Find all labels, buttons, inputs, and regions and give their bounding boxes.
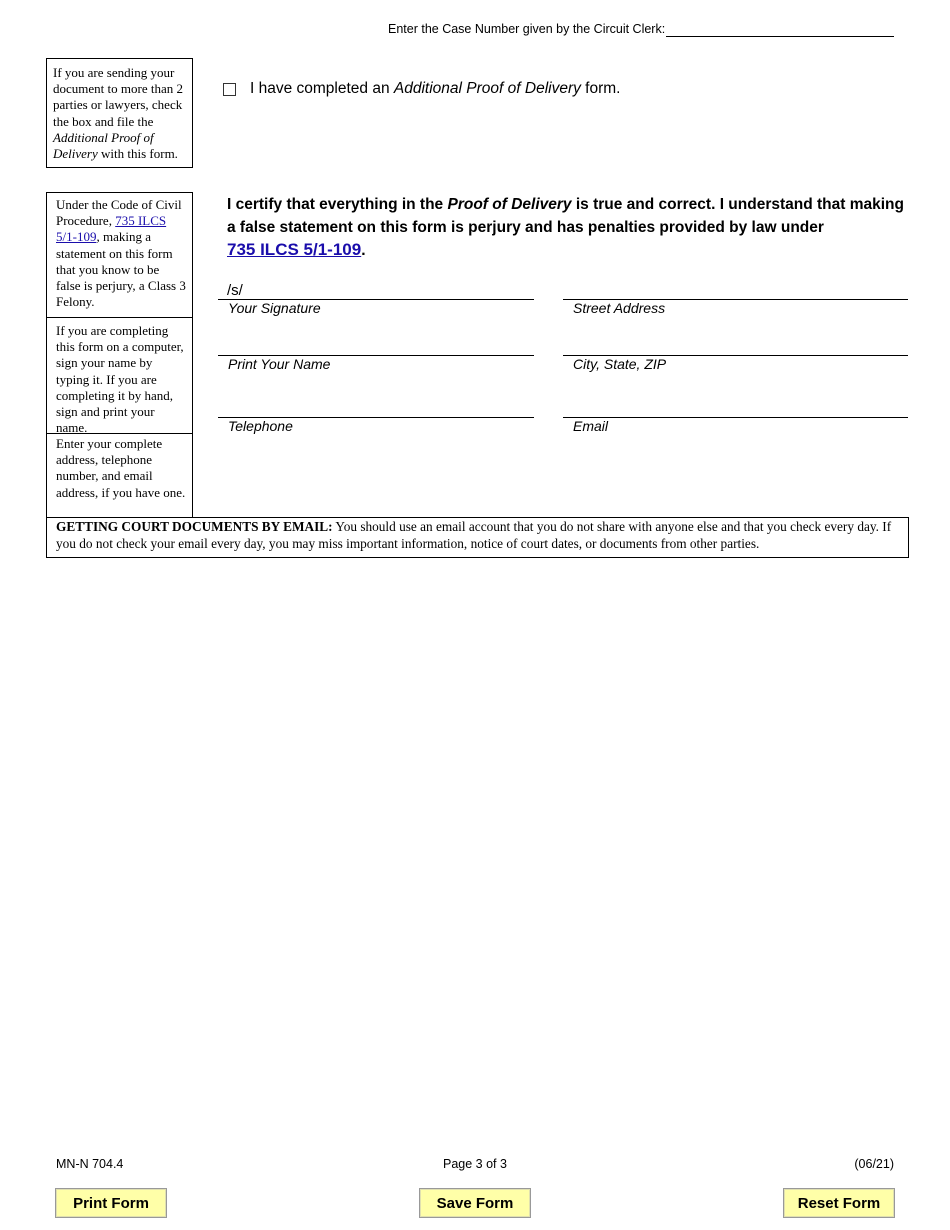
note-signing: If you are completing this form on a computer, sign your name by typing it. If you are completing it by hand, sign and print your name.	[47, 317, 192, 435]
certification-statement	[227, 194, 907, 263]
signature-input[interactable]: /s/	[227, 282, 243, 299]
page-number: Page 3 of 3	[443, 1157, 507, 1171]
email-notice	[46, 517, 909, 558]
note-perjury-text-1: Under the Code of Civil Procedure,	[56, 197, 182, 229]
certification-link[interactable]: 735 ILCS 5/1-109	[227, 240, 362, 259]
reset-form-button[interactable]: Reset Form	[783, 1188, 895, 1218]
certification-end: .	[361, 242, 366, 259]
save-form-button[interactable]: Save Form	[419, 1188, 531, 1218]
checkbox-label-text-1: I have completed an	[250, 80, 394, 97]
note-additional-italic: Additional Proof of Delivery	[53, 129, 154, 162]
form-id: MN-N 704.4	[56, 1157, 124, 1171]
telephone-label: Telephone	[228, 418, 293, 434]
email-input[interactable]	[563, 417, 908, 418]
print-form-button[interactable]: Print Form	[55, 1188, 167, 1218]
note-perjury	[47, 197, 192, 310]
certification-text-1: I certify that everything in the	[227, 196, 448, 213]
note-perjury-text-2: , making a statement on this form that you know to be false is perjury, a Class 3 Felony.	[56, 229, 186, 310]
case-number-field[interactable]	[666, 36, 894, 37]
form-date: (06/21)	[854, 1157, 894, 1171]
note-additional-proof	[46, 58, 193, 168]
note-address: Enter your complete address, telephone number, and email address, if you have one.	[47, 433, 192, 501]
city-state-zip-label: City, State, ZIP	[573, 356, 667, 372]
email-notice-heading: GETTING COURT DOCUMENTS BY EMAIL:	[56, 519, 333, 534]
additional-proof-checkbox-label	[250, 80, 621, 98]
certification-italic: Proof of Delivery	[447, 196, 572, 213]
note-perjury-link[interactable]: 735 ILCS 5/1-109	[56, 213, 167, 245]
certification-text-2: is true and correct. I understand that making a false statement on this form is perjury and has penalties provided by law under	[227, 196, 904, 236]
street-address-label: Street Address	[573, 300, 666, 316]
signature-label: Your Signature	[228, 300, 321, 316]
email-notice-body: You should use an email account that you do not share with anyone else and that you check every day. If you do not check your email every day, you may miss important information, notice of court dates, or documents from other parties.	[56, 519, 892, 551]
checkbox-label-text-2: form.	[580, 80, 621, 97]
case-number-label: Enter the Case Number given by the Circuit Clerk:	[388, 22, 666, 36]
note-additional-text-1: If you are sending your document to more than 2 parties or lawyers, check the box and file the	[53, 65, 183, 129]
email-label: Email	[573, 418, 609, 434]
note-additional-text-2: with this form.	[97, 146, 178, 162]
note-column	[46, 192, 193, 518]
checkbox-label-italic: Additional Proof of Delivery	[393, 80, 581, 97]
print-name-label: Print Your Name	[228, 356, 331, 372]
additional-proof-checkbox[interactable]	[223, 83, 236, 96]
